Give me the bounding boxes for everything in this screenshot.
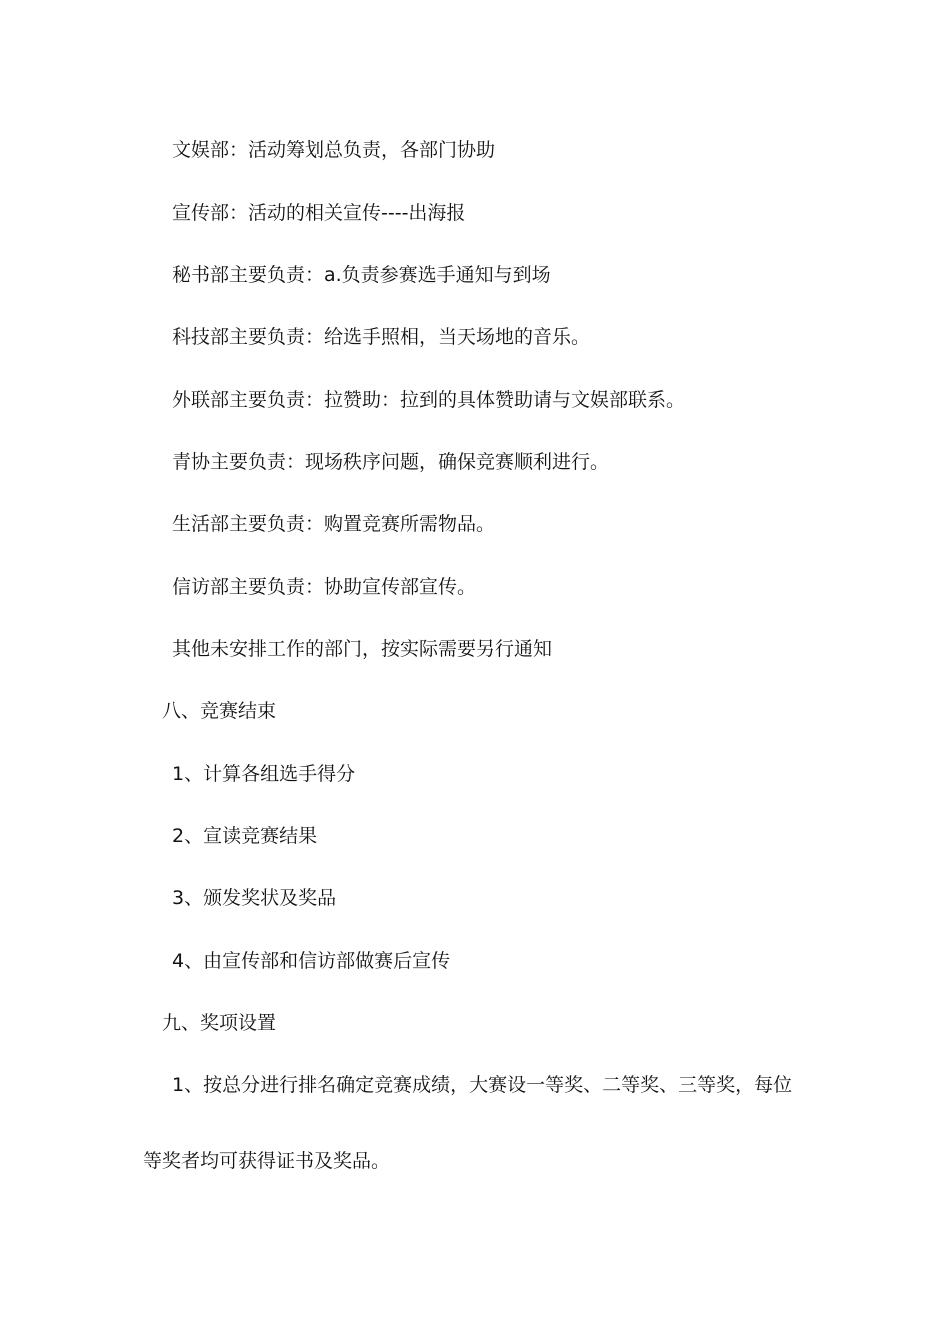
text-line-xinfang: 信访部主要负责：协助宣传部宣传。	[172, 576, 477, 598]
text-line-shenghuo: 生活部主要负责：购置竞赛所需物品。	[172, 513, 496, 535]
section-heading-9: 九、奖项设置	[162, 1012, 277, 1034]
text-line-xuanchuan: 宣传部：活动的相关宣传----出海报	[172, 202, 466, 224]
text-line-mishu: 秘书部主要负责：a.负责参赛选手通知与到场	[172, 264, 551, 286]
text-line-wenyu: 文娱部：活动筹划总负责，各部门协助	[172, 139, 496, 161]
list-item-8-1: 1、计算各组选手得分	[172, 763, 356, 785]
list-item-8-2: 2、宣读竞赛结果	[172, 825, 318, 847]
text-line-qingxie: 青协主要负责：现场秩序问题，确保竞赛顺利进行。	[172, 451, 610, 473]
text-line-wailian: 外联部主要负责：拉赞助：拉到的具体赞助请与文娱部联系。	[172, 389, 686, 411]
list-item-8-3: 3、颁发奖状及奖品	[172, 887, 337, 909]
text-line-other-depts: 其他未安排工作的部门，按实际需要另行通知	[172, 638, 553, 660]
section-heading-8: 八、竞赛结束	[162, 700, 277, 722]
list-item-9-1: 1、按总分进行排名确定竞赛成绩，大赛设一等奖、二等奖、三等奖，每位	[172, 1074, 793, 1096]
list-item-8-4: 4、由宣传部和信访部做赛后宣传	[172, 950, 451, 972]
text-line-keji: 科技部主要负责：给选手照相，当天场地的音乐。	[172, 326, 591, 348]
list-item-9-1-continued: 等奖者均可获得证书及奖品。	[143, 1150, 391, 1172]
